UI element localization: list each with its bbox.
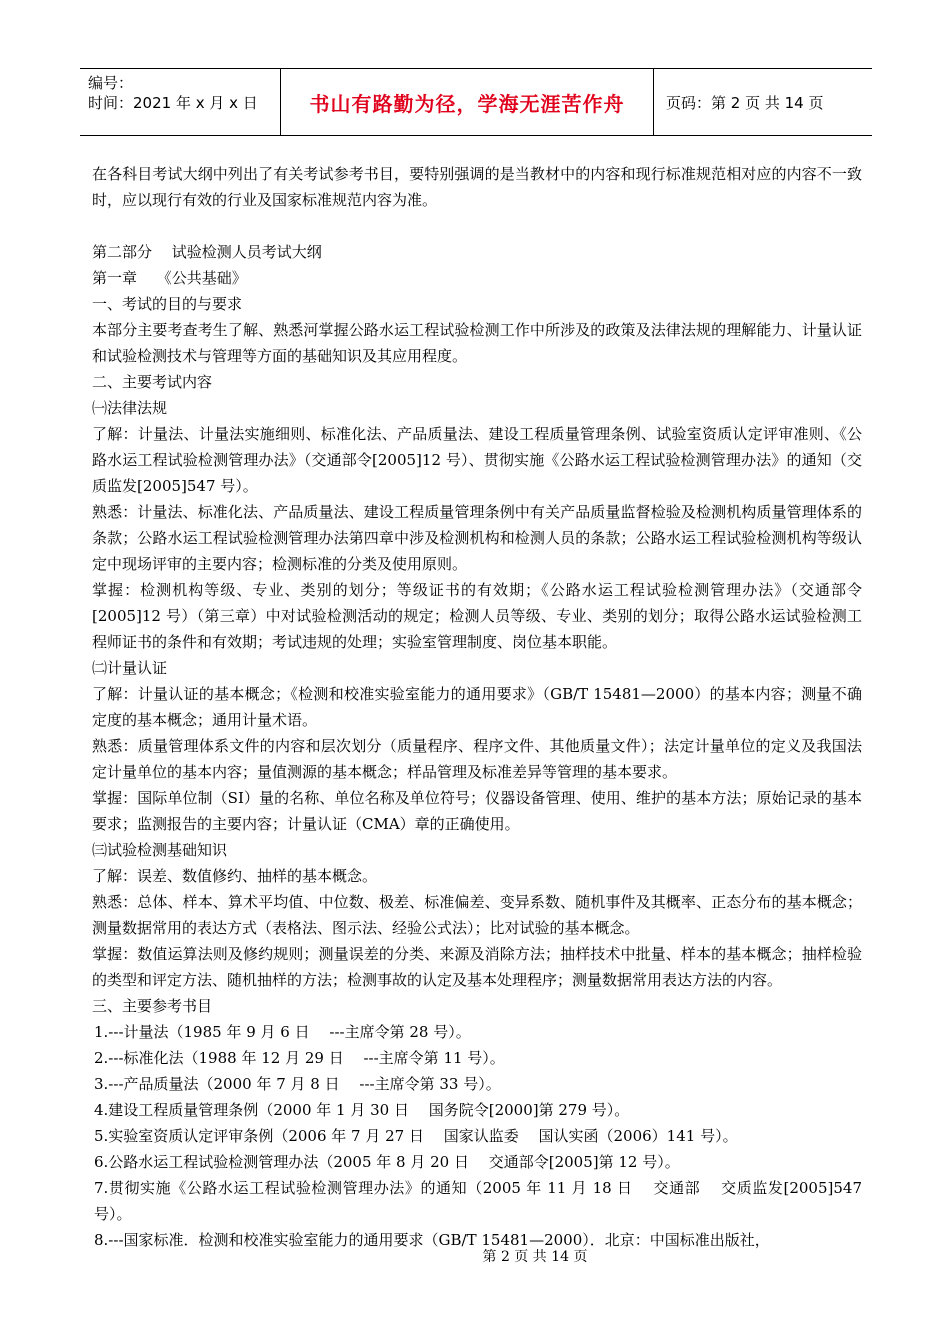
reference-item: 5.实验室资质认定评审条例（2006 年 7 月 27 日 国家认监委 国认实函（2006）141 号）。 bbox=[94, 1127, 738, 1145]
subsection-heading: ㈡计量认证 bbox=[92, 659, 168, 677]
subsection-heading: ㈠法律法规 bbox=[92, 399, 168, 417]
part-heading: 第二部分 试验检测人员考试大纲 bbox=[92, 243, 322, 261]
page-header bbox=[80, 68, 872, 136]
page-footer: 第 2 页 共 14 页 bbox=[482, 1249, 588, 1265]
body-paragraph: 了解：计量法、计量法实施细则、标准化法、产品质量法、建设工程质量管理条例、试验室资质认定评审准则、《公路水运工程试验检测管理办法》（交通部令[2005]12 号）、贯彻实施《公路水运工程试验检测管理办法》的通知（交质监发[2005]547 号）。 bbox=[92, 425, 862, 495]
chapter-heading: 第一章 《公共基础》 bbox=[92, 269, 247, 287]
reference-item: 6.公路水运工程试验检测管理办法（2005 年 8 月 20 日 交通部令[2005]第 12 号）。 bbox=[94, 1153, 680, 1171]
document-body bbox=[92, 161, 862, 1253]
body-paragraph: 掌握：检测机构等级、专业、类别的划分；等级证书的有效期；《公路水运工程试验检测管理办法》（交通部令[2005]12 号）（第三章）中对试验检测活动的规定；检测人员等级、专业、类别的划分；取得公路水运试验检测工程师证书的条件和有效期；考试违规的处理；实验室管理制度、岗位基本职能。 bbox=[92, 581, 862, 651]
header-meta bbox=[80, 69, 280, 135]
header-page-number: 页码：第 2 页 共 14 页 bbox=[666, 93, 824, 112]
document-number-label: 编号： bbox=[88, 74, 134, 92]
reference-item: 7.贯彻实施《公路水运工程试验检测管理办法》的通知（2005 年 11 月 18 日 交通部 交质监发[2005]547 号）。 bbox=[94, 1179, 862, 1223]
body-paragraph: 熟悉：计量法、标准化法、产品质量法、建设工程质量管理条例中有关产品质量监督检验及检测机构质量管理体系的条款；公路水运工程试验检测管理办法第四章中涉及检测机构和检测人员的条款；公路水运工程试验检测机构等级认定中现场评审的主要内容；检测标准的分类及使用原则。 bbox=[92, 503, 862, 573]
body-paragraph: 了解：误差、数值修约、抽样的基本概念。 bbox=[92, 867, 378, 885]
reference-item: 4.建设工程质量管理条例（2000 年 1 月 30 日 国务院令[2000]第 279 号）。 bbox=[94, 1101, 630, 1119]
body-paragraph: 掌握：数值运算法则及修约规则；测量误差的分类、来源及消除方法；抽样技术中批量、样本的基本概念；抽样检验的类型和评定方法、随机抽样的方法；检测事故的认定及基本处理程序；测量数据常用表达方法的内容。 bbox=[92, 945, 862, 989]
section-heading: 二、主要考试内容 bbox=[92, 373, 213, 391]
body-paragraph: 熟悉：总体、样本、算术平均值、中位数、极差、标准偏差、变异系数、随机事件及其概率、正态分布的基本概念；测量数据常用的表达方式（表格法、图示法、经验公式法）；比对试验的基本概念。 bbox=[92, 893, 862, 937]
body-paragraph: 熟悉：质量管理体系文件的内容和层次划分（质量程序、程序文件、其他质量文件）；法定计量单位的定义及我国法定计量单位的基本内容；量值测源的基本概念；样品管理及标准差异等管理的基本要求。 bbox=[92, 737, 862, 781]
body-paragraph: 了解：计量认证的基本概念；《检测和校准实验室能力的通用要求》（GB/T 15481—2000）的基本内容；测量不确定度的基本概念；通用计量术语。 bbox=[92, 685, 862, 729]
header-motto: 书山有路勤为径，学海无涯苦作舟 bbox=[280, 69, 654, 135]
section-heading: 三、主要参考书目 bbox=[92, 997, 213, 1015]
reference-item: 8.---国家标准．检测和校准实验室能力的通用要求（GB/T 15481—2000）．北京：中国标准出版社， bbox=[94, 1231, 770, 1249]
subsection-heading: ㈢试验检测基础知识 bbox=[92, 841, 228, 859]
body-paragraph: 本部分主要考查考生了解、熟悉河掌握公路水运工程试验检测工作中所涉及的政策及法律法规的理解能力、计量认证和试验检测技术与管理等方面的基础知识及其应用程度。 bbox=[92, 321, 862, 365]
section-heading: 一、考试的目的与要求 bbox=[92, 295, 243, 313]
document-date: 时间：2021 年 x 月 x 日 bbox=[88, 94, 258, 112]
intro-paragraph: 在各科目考试大纲中列出了有关考试参考书目，要特别强调的是当教材中的内容和现行标准规范相对应的内容不一致时，应以现行有效的行业及国家标准规范内容为准。 bbox=[92, 165, 862, 209]
reference-item: 2.---标准化法（1988 年 12 月 29 日 ---主席令第 11 号）。 bbox=[94, 1049, 505, 1067]
reference-item: 1.---计量法（1985 年 9 月 6 日 ---主席令第 28 号）。 bbox=[94, 1023, 471, 1041]
reference-item: 3.---产品质量法（2000 年 7 月 8 日 ---主席令第 33 号）。 bbox=[94, 1075, 501, 1093]
body-paragraph: 掌握：国际单位制（SI）量的名称、单位名称及单位符号；仪器设备管理、使用、维护的基本方法；原始记录的基本要求；监测报告的主要内容；计量认证（CMA）章的正确使用。 bbox=[92, 789, 862, 833]
